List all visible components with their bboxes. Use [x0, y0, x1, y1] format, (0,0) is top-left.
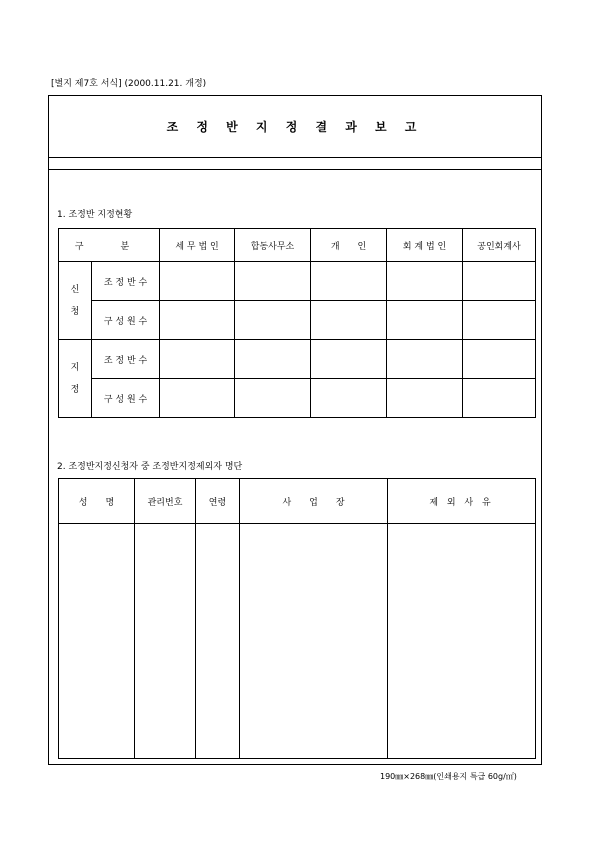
group-label-designation: 지 정: [59, 340, 92, 418]
form-title: 조 정 반 지 정 결 과 보 고: [166, 120, 424, 134]
header-cell: 합동사무소: [235, 229, 311, 262]
table-cell[interactable]: [387, 262, 463, 301]
section1-label: 1. 조정반 지정현황: [57, 210, 133, 220]
table-cell[interactable]: [387, 340, 463, 379]
table-cell[interactable]: [196, 524, 240, 759]
excluded-list-table: [58, 478, 536, 759]
table-cell[interactable]: [235, 301, 311, 340]
table-cell[interactable]: [235, 340, 311, 379]
header-cell: 연령: [196, 479, 240, 524]
table-row: [59, 262, 536, 301]
header-cell: 회 계 법 인: [387, 229, 463, 262]
table-cell[interactable]: [160, 301, 235, 340]
header-cell: 세 무 법 인: [160, 229, 235, 262]
divider: [49, 157, 541, 158]
title-area: [49, 96, 541, 157]
table-cell[interactable]: [59, 524, 135, 759]
header-cell: 성 명: [59, 479, 135, 524]
designation-status-table: [58, 228, 536, 418]
row-label: 조 정 반 수: [92, 340, 160, 379]
header-cell: 공인회계사: [463, 229, 536, 262]
table-row: [59, 524, 536, 759]
header-cell: 관리번호: [135, 479, 196, 524]
form-frame: [48, 95, 542, 765]
table-cell[interactable]: [160, 340, 235, 379]
group-label-application: 신 청: [59, 262, 92, 340]
row-label: 조 정 반 수: [92, 262, 160, 301]
paper-spec-footer: 190㎜×268㎜(인쇄용지 특급 60g/㎡): [380, 772, 517, 781]
section2-label: 2. 조정반지정신청자 중 조정반지정제외자 명단: [57, 462, 243, 472]
table-cell[interactable]: [387, 301, 463, 340]
table-cell[interactable]: [160, 379, 235, 418]
row-label: 구 성 원 수: [92, 301, 160, 340]
table-header-row: [59, 479, 536, 524]
table-cell[interactable]: [463, 379, 536, 418]
table-cell[interactable]: [463, 340, 536, 379]
header-cell: 사 업 장: [240, 479, 388, 524]
header-cell: 구 분: [59, 229, 160, 262]
header-cell: 제 외 사 유: [388, 479, 536, 524]
table-cell[interactable]: [240, 524, 388, 759]
table-cell[interactable]: [463, 301, 536, 340]
table-cell[interactable]: [235, 379, 311, 418]
table-header-row: [59, 229, 536, 262]
header-cell: 개 인: [311, 229, 387, 262]
table-row: [59, 340, 536, 379]
table-cell[interactable]: [388, 524, 536, 759]
table-cell[interactable]: [311, 340, 387, 379]
table-row: [59, 301, 536, 340]
table-cell[interactable]: [135, 524, 196, 759]
table-cell[interactable]: [311, 262, 387, 301]
table-cell[interactable]: [387, 379, 463, 418]
divider: [49, 169, 541, 170]
row-label: 구 성 원 수: [92, 379, 160, 418]
table-cell[interactable]: [311, 379, 387, 418]
table-row: [59, 379, 536, 418]
table-cell[interactable]: [311, 301, 387, 340]
table-cell[interactable]: [160, 262, 235, 301]
table-cell[interactable]: [463, 262, 536, 301]
table-cell[interactable]: [235, 262, 311, 301]
form-reference: [별지 제7호 서식] (2000.11.21. 개정): [51, 79, 207, 89]
